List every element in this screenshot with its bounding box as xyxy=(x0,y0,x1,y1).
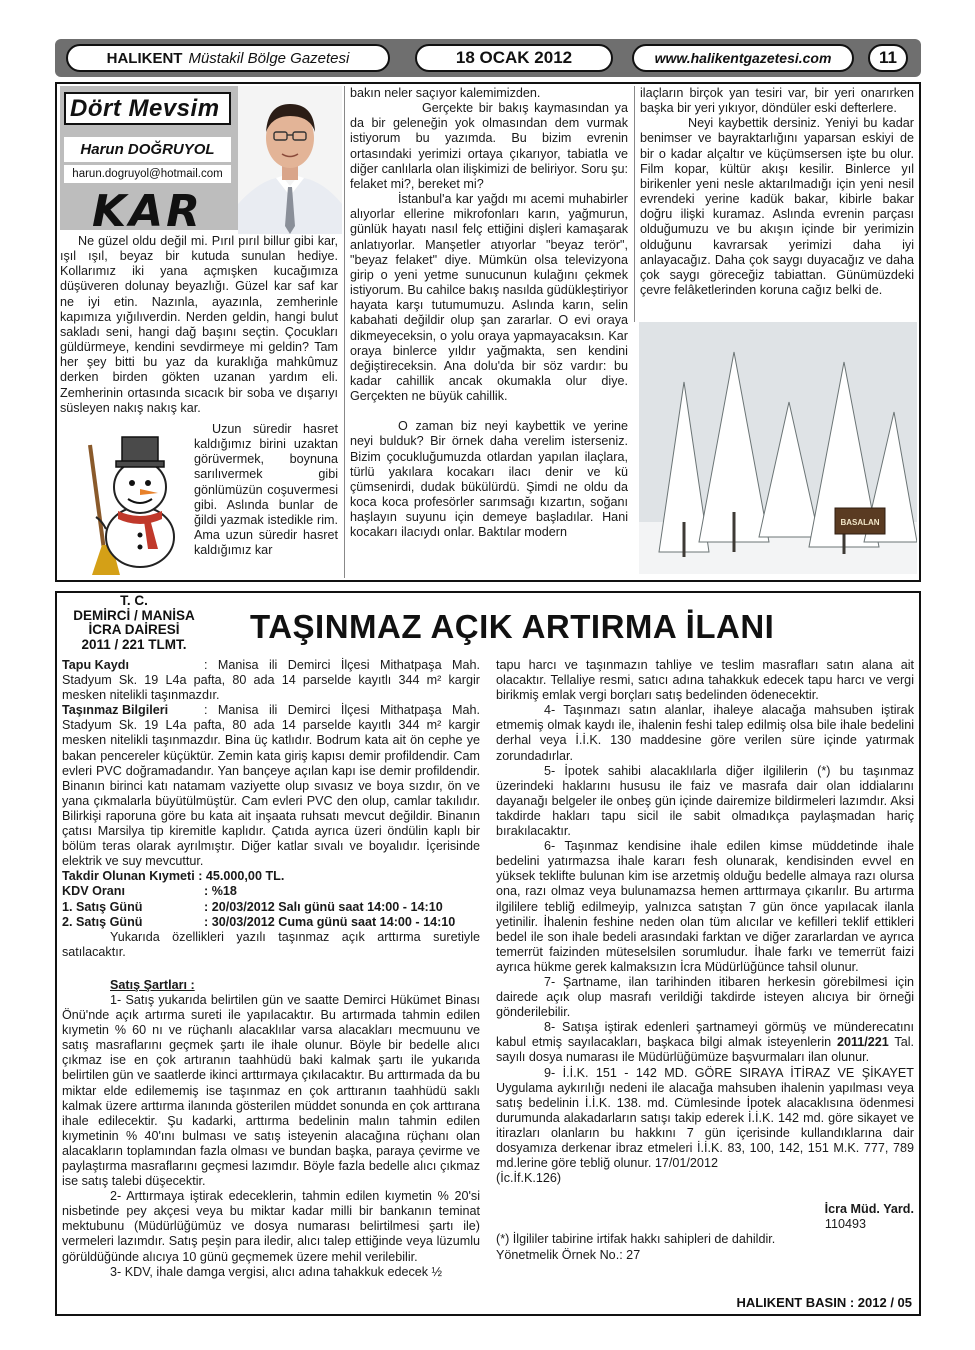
term-8-text: Tal. sayılı dosya numarası ile Müdürlüğümüze başvurmaları ilan olunur. xyxy=(496,1035,914,1065)
office-line: İCRA DAİRESİ xyxy=(88,622,180,637)
term-8-text: 8- Satışa iştirak edenleri şartnameyi görmüş ve münderecatını kabul etmiş sayılacakları, başkaca bilgi almak isteyenlerin xyxy=(496,1020,914,1050)
term-5: 5- İpotek sahibi alacaklılarla diğer ilgililerin (*) bu taşınmaz üzerindeki haklarını hususu ile faiz ve masrafa dair olan iddialarını dayanağı belgeler ile onbeş gün içinde dairemize bildirmeleri lazımdır. Aksi takdirde hakları tapu sicil ile sabit olmadıkça paylaşmadan hariç bırakılacaktır. xyxy=(496,763,914,839)
court-office xyxy=(58,594,210,652)
field-value: : Manisa ili Demirci İlçesi Mithatpaşa Mah. Stadyum Sk. 19 L4a pafta, 80 ada 14 parselde kayıtlı 344 m² kargir mesken nitelikli taşınmazdır. Bina üç katlıdır. Bodrum kata ait ön cephe ye bakan pencereler küçüktür. Zemin kata giriş kapısı demir profildendir. Cam evleri PVC doğramadandır. Yan bançeye açılan kapı ise demir profildendir. Binanın birinci katı natamam vaziyette olup sıvasız ve boya sızdır, ön ve yana çıkmalarla büyütülmüştür. Cam evleri PVC den olup, camlar takılıdır. Bilirkişi raporuna göre bu kata ait inşaata ruhsatı mevcut değildir. Binanın çatısı Marsilya tip kiremitle kaplıdır. Çatıda ayrıca üzeri öndülin kaplı bir bölüm teras olarak ayrılmıştır. Diğer katlar sıvalı ve boyalıdır. İçerisinde elektrik ve suy mevcuttur. xyxy=(62,703,480,869)
signatory-number: 110493 xyxy=(824,1217,866,1232)
notification-ref: (İc.İf.K.126) xyxy=(496,1171,562,1186)
footnote: (*) İlgililer tabirine irtifak hakkı sahipleri de dahildir. xyxy=(496,1232,776,1247)
office-line: 2011 / 221 TLMT. xyxy=(81,636,187,652)
sale1-row xyxy=(62,900,480,915)
press-reference: HALIKENT BASIN : 2012 / 05 xyxy=(736,1295,912,1310)
kdv-label: KDV Oranı xyxy=(62,884,125,899)
field-label: Tapu Kaydı xyxy=(62,658,129,672)
sale2-value: : 30/03/2012 Cuma günü saat 14:00 - 14:10 xyxy=(204,914,456,929)
field-value: : Manisa ili Demirci İlçesi Mithatpaşa Mah. Stadyum Sk. 19 L4a pafta, 80 ada 14 parselde kayıtlı 344 m² kargir mesken nitelikli taşınmazdır. xyxy=(62,658,480,703)
article-paragraph: Neyi kaybettik dersiniz. Yeniyi bu kadar benimser ve bayraktarlığını yaparsan eskiyi de bir o kadar alçaltır ve küçümsersen işte bu olur. Film kopar, kültür akışı kesilir. Binlerce yıl birikenler yeni nesle aktarılmadığı için yeni nesil evrendeki yerine kadük bakar, kibirle bakar doğru ilişki kuramaz. Aslında evrenin parçası olduğumuzu ve bu akışın içinde bir yerimizin olduğunu kavrarsak yerimizi daha iyi anlayacağız. Daha çok saygı duyacağız ve daha çok saygı göreceğiz tabiattan. Günümüzdeki çevre felâketlerinden koruna cağız belki de. xyxy=(640,116,914,298)
term-3: 3- KDV, ihale damga vergisi, alıcı adına tahakkuk edecek ½ xyxy=(110,1264,443,1279)
website-link[interactable]: www.halikentgazetesi.com xyxy=(632,44,854,72)
author-name: Harun DOĞRUYOL xyxy=(64,137,231,162)
article-paragraph: ilaçların birçok yan tesiri var, bir yeri onarırken başka bir yeri yıkıyor, döndüler eski defterlere. xyxy=(640,86,914,116)
kdv-value: : %18 xyxy=(204,884,237,899)
article-column-2 xyxy=(350,86,628,541)
article-paragraph: Uzun süredir hasret kaldığımız birini uzaktan görüvermek, boynuna sarılıvermek gibi gönlümüzün coşuvermesi gibi. Aslında bunlar de ğildi yazmak istedikle rim. Ama uzun süredir hasret kaldığımız kar xyxy=(194,422,338,558)
term-1: 1- Satış yukarıda belirtilen gün ve saatte Demirci Hükümet Binası Önü'nde açık artırma sureti ile yapılacaktır. Bu artırmada tahmin edilen kıymetin % 60 nı ve rüçhanlı alacaklılar varsa alacakları mecmuunu ve satış masraflarını geçmek şartı ile ihale olunur. Böyle bir bedelle alıcı çıkmaz ise en çok artıranın taahhüdü baki kalmak şartı ile yukarıda belirtilen gün ve saatlerde ikinci arttırmaya çıkılacaktır. Bu arttırmada da bu miktar elde edilememiş ise taşınmaz en çok arttıranın taahhüdü saklı kalmak üzere arttırma ilanında gösterilen müddet sonunda en çok arttırana ihale edilecektir. Şu kadarki, arttırma bedelinin malın tahmin edilen kıymetinin % 40'ını bulması ve satış isteyenin alacağına rüçhanı olan alacakların toplamından fazla olması ve bundan başka, paraya çevirme ve paylaştırma masraflarını geçmesi lazımdır. Böyle fazla bedelle alıcı çıkmaz ise satış talebi düşecektir. xyxy=(62,992,480,1189)
series-title: Dört Mevsim xyxy=(64,92,231,125)
article-paragraph: İstanbul'a kar yağdı mı acemi muhabirler alıyorlar ellerine mikrofonları karın, yağmurun, günlük hayatı nasıl felç ettiğini dişleri kamaşarak anlatıyorlar. Manşetler atıyorlar "beyaz terör", "beyaz felaket" diye. Mümkün olsa televizyona girip o yeni yetme sunucunun kulağını çekmek istiyorum. Bu cahilce bakış nasılda güdükleştiriyor hayata karşı tutumumuzu. Aslında karın, selin kabahati değildir olup şan zararlar. O evi oraya dikmeyeceksin, o yolu oraya yapmayacaksın. Kar oraya binlerce yıldır yağmakta, sen kendini değiştireceksin. Ana dolu'da bir söz vardır: bu kadar cahillik ancak okumakla olur diye. Gerçekten ne büyük cahillik. xyxy=(350,192,628,404)
term-4: 4- Taşınmazı satın alanlar, ihaleye alacağa mahsuben iştirak etmemiş olmak kaydı ile, ihalenin feshi talep edilmiş olsa bile ihale bedelini derhal veya İ.İ.K. 130 maddesine göre verilen süre içinde yatırmak zorundadırlar. xyxy=(496,703,914,763)
paper-name: HALIKENT xyxy=(106,49,183,67)
notice-column-left xyxy=(62,658,480,1280)
appraised-value: Takdir Olunan Kıymeti : 45.000,00 TL. xyxy=(62,869,285,884)
column-divider xyxy=(344,86,345,578)
sale1-label: 1. Satış Günü xyxy=(62,899,143,914)
article-paragraph: Gerçekte bir bakış kaymasından ya da bir geleneğin yok olmasından dem vurmak istiyorum bu yazımda. Bu bizim evrenin ortasındaki yerimizi ortaya çıkarıyor, tabiatla ve diğer canlılarla olan ilişkimizi de beliriyor. Soru şu: felaket mi?, bereket mi? xyxy=(350,101,628,191)
signatory-title: İcra Müd. Yard. xyxy=(824,1202,914,1217)
snow-forest-photo xyxy=(639,322,917,574)
file-number: 2011/221 xyxy=(836,1035,889,1050)
office-line: T. C. xyxy=(120,593,148,608)
photo-sign-text: BASALAN xyxy=(840,518,880,527)
snowman-illustration xyxy=(62,425,192,575)
page-number: 11 xyxy=(868,44,908,72)
sale2-row xyxy=(62,915,480,930)
office-line: DEMİRCİ / MANİSA xyxy=(73,607,195,623)
column-divider xyxy=(634,86,635,322)
article-paragraph: Ne güzel oldu değil mi. Pırıl pırıl billur gibi kar, ışıl ışıl, beyaz bir kutuda sunulan hediye. Kollarımız iki yana açmışken kucağımıza düşüveren dolunay beyazlığı. Güzel kar saf kar ne iyi etin. Nazınla, ayazınla, zemherinle kapımıza yığılıverdin. Nerden geldin, hangi bulut sakladı seni, hangi dağ başını seçtin. Çocukları güldürmeye, kendini sevdirmeye mi geldin? Tam her şey bitti bu yaz da kuraklığa mahkûmuz derken birden gökten uzanan yardım eli. Zemherinin ortasında sıcacık bir soba ve dışarıyı süsleyen nakış nakış kar. xyxy=(60,234,338,415)
paper-subtitle: Müstakil Bölge Gazetesi xyxy=(188,49,350,67)
form-number: Yönetmelik Örnek No.: 27 xyxy=(496,1247,641,1262)
term-9: 9- İ.İ.K. 151 - 142 MD. GÖRE SIRAYA İTİRAZ VE ŞİKAYET Uygulama aykırılığı nedeni ile alacağa mahsuben ihalenin yapılması veya satış bedelinin İ.İ.K. 138. md. Cümlesinde İpotek alacaklısına ödenmesi durumunda alakadarların satışı takip ederek İ.İ.K. 142 md. göre sikayet ve itirazları olanların bu hakkını 7 gün içerisinde kullandıklarına dair dosyamıza derkenar ibraz etmeleri İ.İ.K. 83, 100, 142, 151 M.K. 777, 789 md.lerine göre tebliğ olunur. 17/01/2012 xyxy=(496,1065,914,1171)
author-portrait xyxy=(238,86,342,234)
term-2: 2- Arttırmaya iştirak edeceklerin, tahmin edilen kıymetin % 20'si nisbetinde pey akçesi veya bu miktar kadar milli bir bankanın teminat mektubunu (Müdürlüğümüz ve dosya numarası belirtilmesi şartı ile) vermeleri lazımdır. Satış peşin para iledir, alıcı talep ettiğinde veya lüzumlu görüldüğünde alıcıya 10 günü geçmemek üzere mehil verilebilir. xyxy=(62,1189,480,1264)
field-label: Taşınmaz Bilgileri xyxy=(62,703,169,718)
sale1-value: : 20/03/2012 Salı günü saat 14:00 - 14:10 xyxy=(204,899,443,914)
term-6: 6- Taşınmaz kendisine ihale edilen kimse müddetinde ihale bedelini yatırmazsa ihale kararı fesh olunarak, kendisinden evvel en yüksek teklifte bulunan kim ise arzetmiş olduğu bedelle almaya razı olursa ona, razı olmaz veya bulunamazsa hemen arttırmaya çıkarılır. Bu artırma ilgililere tebliğ edilmeyip, yalnızca satıştan 7 gün önce yapılacak ilanla yetinilir. İhalenin feshine neden olan tüm alıcılar ve kefilleri teklif ettikleri bedel ile son ihale bedeli arasındaki farktan ve diğer zararlardan ve ayrıca temerrüt faizinden müteselsilen sorumludur. İhale farkı ve temerrüt faizi ayrıca hükme gerek kalmaksızın İcra Müdürlüğünce tahsil olunur. xyxy=(496,839,914,974)
kdv-row xyxy=(62,884,480,899)
term-3-continued: tapu harcı ve taşınmazın tahliye ve teslim masrafları satın alana ait olacaktır. Tellaliye resmi, satıcı adına tahakkuk edecek tapu harcı ve vergi birikmiş emlak vergi borçları satış bedelinden ödenecektir. xyxy=(496,658,914,703)
notice-intro: Yukarıda özellikleri yazılı taşınmaz açık arttırma suretiyle satılacaktır. xyxy=(62,929,480,959)
masthead xyxy=(66,44,390,72)
term-7: 7- Şartname, ilan tarihinden itibaren herkesin görebilmesi için dairede açık olup masrafı verildiği takdirde isteyen alıcıya bir örneği gönderilebilir. xyxy=(496,974,914,1020)
sale2-label: 2. Satış Günü xyxy=(62,914,143,929)
terms-heading: Satış Şartları : xyxy=(110,977,195,992)
author-email[interactable]: harun.dogruyol@hotmail.com xyxy=(64,165,231,183)
article-column-1-wrap xyxy=(194,422,338,558)
article-paragraph: O zaman biz neyi kaybettik ve yerine neyi bulduk? Bir örnek daha verelim isterseniz. Bizim çocukluğumuzda otlardan yapılan ilaçlara, türlü yakılara kocakarı ilacı denir ve kü çümsenirdi, dudak bükülürdü. Şimdi ne oldu da koca koca profesörler sarımsağı kızartın, soğanı haşlayın suyunu için demeye başladılar. Hani kocakarı ilacıydı onlar. Baktılar modern xyxy=(350,419,628,540)
notice-column-right xyxy=(496,658,914,1263)
term-8 xyxy=(496,1020,914,1065)
article-paragraph: bakın neler saçıyor kalemimizden. xyxy=(350,86,541,100)
article-title: KAR xyxy=(92,186,204,237)
article-column-1 xyxy=(60,234,338,416)
issue-date: 18 OCAK 2012 xyxy=(415,44,613,72)
article-column-3 xyxy=(640,86,914,298)
notice-title: TAŞINMAZ AÇIK ARTIRMA İLANI xyxy=(250,608,775,645)
